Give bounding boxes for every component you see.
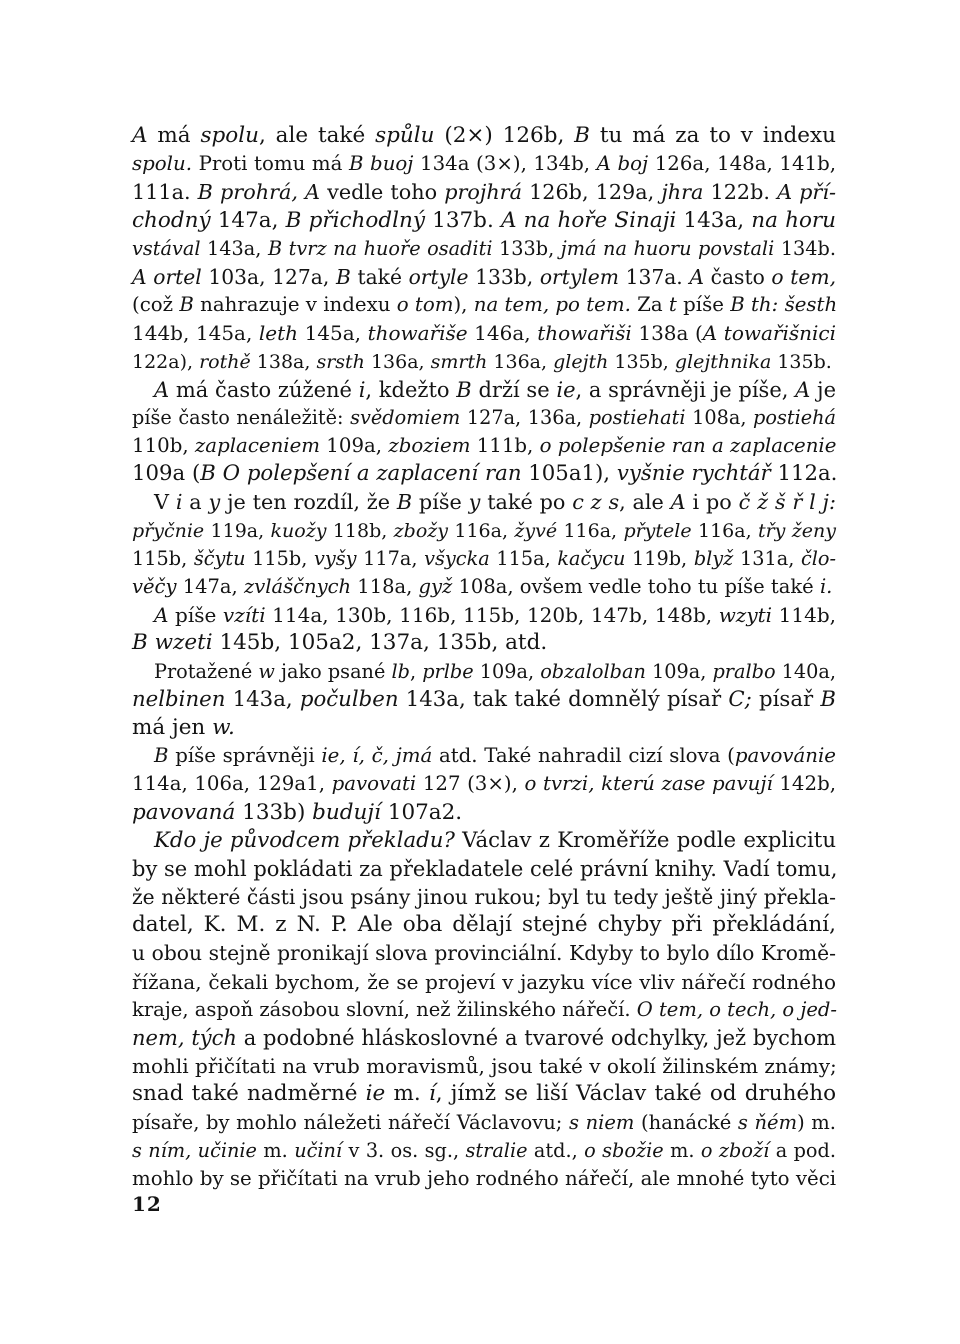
text-run: ) m. [797,1110,836,1134]
italic-run: učiní [294,1138,343,1162]
italic-run: blyž [693,546,734,570]
italic-run: B [396,490,413,515]
text-line [132,629,836,657]
italic-run: kačycu [557,546,626,570]
text-run: , [409,659,423,683]
text-line [132,404,836,432]
text-run: mohli přičítati na vrub moravismů, jsou také v okolí žilinském známy; [132,1054,837,1079]
text-run: a [182,490,209,515]
italic-run: vyšy [314,546,357,570]
text-run: je ten rozdíl, že [220,490,397,515]
text-run: 140a, [775,659,837,683]
italic-run: gyž [418,575,453,598]
text-run: píše [168,603,223,628]
italic-run: třy ženy [757,519,836,542]
text-run: má jen [132,714,213,740]
text-run: že některé části jsou psány jinou rukou; byl tu tedy ještě jiný překla- [132,885,836,910]
italic-run: o zboží [700,1138,770,1162]
text-run: 116a, [691,519,758,542]
text-run: 118a, [351,575,419,598]
italic-run: thowařiše [367,321,468,346]
italic-run: ortylem [539,264,619,289]
text-run: 111a. [132,180,198,205]
italic-run: počulben [299,686,399,712]
italic-run: projhrá [444,180,522,205]
text-run: 143a, [200,236,268,260]
italic-run: c z s [572,490,620,515]
italic-run: ie [556,377,576,402]
text-run: také [350,264,409,289]
italic-run: A [154,603,169,628]
text-run: 135b, [608,350,675,373]
text-run: a pod. [769,1138,836,1162]
italic-run: prlbe [422,659,474,683]
italic-run: lb [391,659,410,683]
text-line [132,883,836,911]
italic-run: ie, í, č, jmá [321,744,433,768]
paragraph [132,601,836,657]
italic-run: vzíti [222,603,266,628]
italic-run: B [456,377,472,402]
text-run: Protažené [154,659,259,683]
text-line [132,207,836,235]
text-run: kraje, aspoň zásobou slovní, než žilinského nářečí. [132,997,637,1021]
text-run: jako psané [274,659,392,683]
italic-run: nelbinen [132,686,226,712]
italic-run: s ňém [737,1110,798,1134]
text-run: 133b, [468,264,540,289]
text-run: , kdežto [365,377,457,402]
text-run: řížana, čekali bychom, že se projeví v jazyku více vliv nářečí rodného [132,969,836,994]
text-run: písaře, by mohlo náležeti nářečí Václavovu; [132,1110,569,1134]
text-line [132,432,836,460]
text-run: 115a, [489,546,558,570]
text-line [132,686,836,714]
text-run: 142b, [772,772,836,796]
italic-run: A pří- [777,180,837,205]
italic-run: s ním, učinie [132,1138,257,1162]
text-line [132,376,836,404]
text-run: 103a, 127a, [201,264,336,289]
italic-run: A na hoře Sinaji [500,207,677,233]
italic-run: A [132,123,148,148]
text-line [132,122,836,150]
italic-run: žyvé [514,519,558,542]
text-run: nahrazuje v indexu [193,293,397,317]
text-run: 145b, 105a2, 137a, 135b, atd. [212,630,548,656]
italic-run: A boj [596,152,649,176]
italic-run: C; [728,686,752,712]
italic-run: přytele [623,519,692,542]
italic-run: t [668,293,677,317]
text-line [132,911,836,939]
italic-run: spůlu [375,123,435,148]
italic-run: kuožy [270,519,327,542]
text-run: 122b. [703,180,778,205]
text-run: 135b. [771,350,832,373]
text-line [132,658,836,686]
text-run: m. [385,1081,429,1107]
italic-run: pavovánie [734,744,836,768]
text-line [132,601,836,629]
italic-run: postiehá [753,405,836,429]
text-run: má často zúžené [169,377,359,402]
text-run: 137b. [424,207,501,233]
text-run: písař [751,686,821,712]
text-run: 136a, [364,350,431,373]
text-line [132,178,836,206]
italic-run: Kdo je původcem překladu? [154,827,455,853]
text-run: 126a, 148a, 141b, [648,152,836,176]
paragraph [132,827,836,1193]
italic-run: ie [365,1081,386,1107]
text-run: 143a, [676,207,752,233]
italic-run: í [428,1081,436,1107]
text-run: V [154,490,176,515]
page-number: 12 [132,1192,162,1216]
text-run: píše často nenáležitě: [132,405,351,429]
italic-run: A towařišnici [702,321,836,346]
text-run: atd., [527,1138,585,1162]
italic-run: smrth [430,350,488,373]
italic-run: A [689,264,705,289]
text-run: (2×) 126b, [434,123,575,148]
text-line [132,714,836,742]
italic-run: jmá na huoru povstali [560,236,775,260]
italic-run: B přichodlný [285,207,425,233]
text-run: 114b, [772,603,836,628]
italic-run: ščytu [193,546,246,570]
italic-run: O tem, o tech, o jed- [636,997,838,1021]
text-run: mohlo by se přičítati na vrub jeho rodného nářečí, ale mnohé tyto věci [132,1166,837,1190]
text-run: 116a, [557,519,624,542]
italic-run: s niem [568,1110,635,1134]
text-run: 108a, [685,405,754,429]
text-run: 114a, 106a, 129a1, [132,772,332,796]
italic-run: i. [819,575,833,598]
text-run: píše [676,293,731,317]
text-line [132,573,836,601]
italic-run: y [468,490,481,515]
text-run: 118b, [326,519,394,542]
italic-run: A [795,377,811,402]
text-run: 134a (3×), 134b, [413,152,597,176]
italic-run: stralie [465,1138,528,1162]
italic-run: pralbo [712,659,776,683]
italic-run: A [154,377,170,402]
italic-run: i [358,377,366,402]
italic-run: B wzeti [132,630,213,656]
italic-run: thowařiši [537,321,632,346]
text-line [132,319,836,347]
italic-run: A [670,490,686,515]
text-run: u obou stejně pronikají slova provinciální. Kdyby to bylo dílo Kromě- [132,941,836,966]
text-run: také po [480,490,573,515]
italic-run: y [208,490,221,515]
text-run: 109a ( [132,461,201,487]
text-run: , ale také [258,123,376,148]
paragraph [132,376,836,489]
italic-run: pavovati [331,772,417,796]
italic-run: vyšnie rychtář [616,461,771,487]
text-run: píše správněji [168,744,322,768]
text-run: , a správněji je píše, [575,377,796,402]
text-run: 147a, [176,575,244,598]
text-run: 126b, 129a, [521,180,662,205]
text-line [132,742,836,770]
text-run: 107a2. [380,799,463,825]
text-line [132,770,836,798]
text-run: 115b, [132,546,194,570]
text-run: m. [663,1138,701,1162]
text-run: 136a, [487,350,554,373]
text-run: (což [132,293,180,317]
italic-run: člo- [800,546,837,570]
italic-run: glejthnika [674,350,772,373]
text-run: Za [630,293,669,317]
italic-run: i [175,490,183,515]
italic-run: budují [312,799,381,825]
text-line [132,799,836,827]
text-run: ), [453,293,474,317]
text-run: Václav z Kroměříže podle explicitu [454,827,836,853]
text-line [132,1024,836,1052]
italic-run: o sbožie [584,1138,664,1162]
text-run: 105a1), [521,461,617,487]
text-line [132,348,836,376]
text-line [132,1052,836,1080]
italic-run: obzalolban [540,659,646,683]
italic-run: všycka [424,546,490,570]
text-run: 108a, ovšem vedle toho tu píše také [452,575,820,598]
paragraph [132,488,836,601]
text-run: často [704,264,772,289]
text-run: 138a ( [631,321,703,346]
text-run: 112a. [770,461,838,487]
text-run: datel, K. M. z N. P. Ale oba dělají stejné chyby při překládání, [132,912,836,938]
paragraph [132,742,836,827]
text-run: 146a, [467,321,538,346]
italic-run: B th: šesth [730,293,838,317]
italic-run: jhra [661,180,704,205]
italic-run: w [258,659,275,683]
text-run: 137a. [618,264,690,289]
italic-run: B [574,123,590,148]
text-run: 133b, [492,236,561,260]
text-line [132,968,836,996]
italic-run: B prohrá, A [197,180,321,205]
text-run: píše [412,490,469,515]
italic-run: zvláščnych [243,575,352,598]
italic-run: nem, tých [132,1026,237,1050]
italic-run: č ž š ř l j: [738,490,836,515]
text-run: 109a, [320,434,389,458]
text-run: 119a, [204,519,271,542]
text-line [132,1080,836,1108]
text-line [132,996,836,1024]
text-run: 117a, [356,546,425,570]
italic-run: věčy [132,575,177,598]
italic-run: rothě [199,350,251,373]
italic-run: zaplaceniem [194,434,321,458]
text-line [132,1165,836,1193]
italic-run: ortyle [408,264,469,289]
italic-run: pavovaná [132,799,236,825]
text-run: 116a, [448,519,515,542]
italic-run: o tvrzi, kterú zase pavují [524,772,773,796]
italic-run: spolu [200,123,259,148]
text-run: 144b, 145a, [132,321,259,346]
text-line [132,1109,836,1137]
italic-run: B buoj [348,152,414,176]
text-run: v 3. os. sg., [342,1138,466,1162]
text-run: má [147,123,201,148]
italic-run: w. [212,714,235,740]
italic-run: zboziem [388,434,471,458]
italic-run: leth [258,321,299,346]
italic-run: přyčnie [132,519,205,542]
italic-run: B [820,686,836,712]
italic-run: o polepšenie ran a zaplacenie [539,434,837,458]
text-run: 119b, [625,546,694,570]
italic-run: vstával [132,236,201,260]
text-run: drží se [471,377,557,402]
text-line [132,235,836,263]
text-run: Proti tomu má [191,152,349,176]
text-run: 114a, 130b, 116b, 115b, 120b, 147b, 148b, [265,603,719,628]
italic-run: B [335,264,351,289]
text-run: i po [685,490,739,515]
text-line [132,488,836,516]
text-run: atd. Také nahradil cizí slova ( [432,744,735,768]
text-run: 147a, [210,207,286,233]
italic-run: o tem, [771,264,837,289]
text-run: 122a), [132,350,200,373]
text-line [132,939,836,967]
text-run: 115b, [245,546,314,570]
italic-run: na horu [751,207,837,233]
text-line [132,1137,836,1165]
text-run: 109a, [473,659,541,683]
body-text [132,122,836,1193]
italic-run: B [179,293,194,317]
text-run: 111b, [470,434,540,458]
text-run: snad také nadměrné [132,1081,366,1107]
text-run: , ale [619,490,671,515]
italic-run: srsth [316,350,365,373]
italic-run: B [154,744,169,768]
text-run: 127 (3×), [416,772,525,796]
text-run: m. [256,1138,295,1162]
text-run: tu má za to v indexu [589,123,836,148]
text-line [132,827,836,855]
italic-run: wzyti [718,603,773,628]
text-line [132,291,836,319]
text-run: 134b. [774,236,836,260]
text-run: 127a, 136a, [460,405,589,429]
text-line [132,855,836,883]
text-run: by se mohl pokládati za překladatele celé právní knihy. Vadí tomu, [132,856,838,881]
italic-run: o tom [396,293,454,317]
italic-run: postiehati [588,405,686,429]
text-run: 133b) [235,799,313,825]
italic-run: B tvrz na huoře osaditi [267,236,493,260]
text-run: 131a, [733,546,801,570]
text-line [132,263,836,291]
italic-run: spolu. [132,152,192,176]
paragraph [132,122,836,376]
italic-run: svědomiem [350,405,461,429]
text-line [132,545,836,573]
text-line [132,150,836,178]
italic-run: B O polepšení a zaplacení ran [200,461,522,487]
italic-run: zbožy [393,519,449,542]
text-run: 145a, [298,321,368,346]
text-run: 138a, [250,350,317,373]
text-run: 143a, [225,686,300,712]
text-run: je [810,377,836,402]
text-run: 109a, [645,659,713,683]
text-run: (hanácké [634,1110,738,1134]
paragraph [132,658,836,743]
italic-run: glejth [553,350,609,373]
italic-run: chodný [132,207,211,233]
text-run: vedle toho [320,180,445,205]
text-line [132,460,836,488]
text-run: 143a, tak také domnělý písař [398,686,729,712]
italic-run: na tem, po tem. [473,293,631,317]
text-run: a podobné hláskoslovné a tvarové odchylky, jež bychom [236,1026,836,1050]
text-line [132,517,836,545]
italic-run: A ortel [132,264,202,289]
text-run: , jímž se liší Václav také od druhého [435,1081,837,1107]
text-run: 110b, [132,434,195,458]
